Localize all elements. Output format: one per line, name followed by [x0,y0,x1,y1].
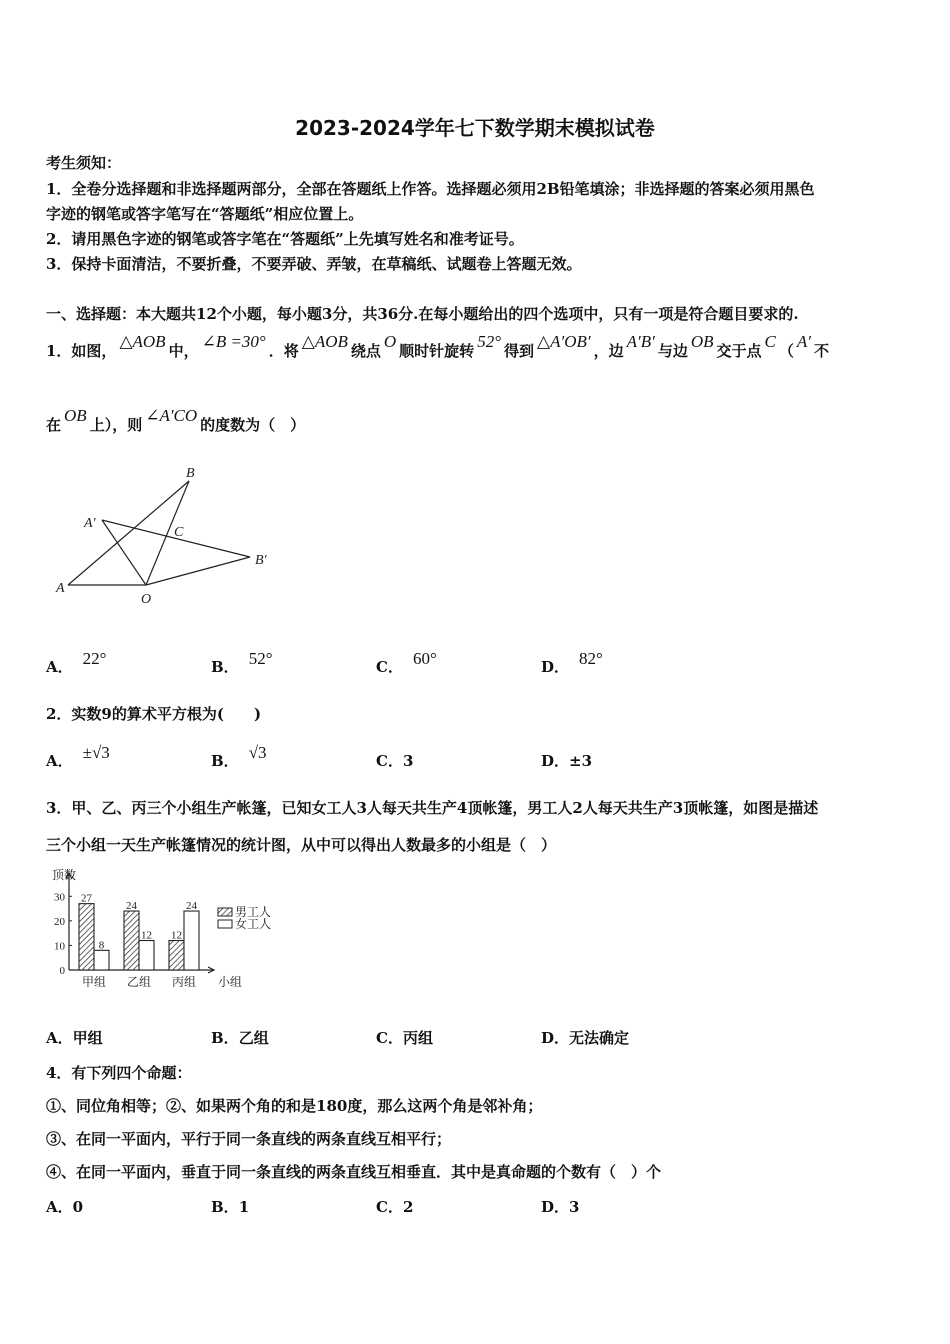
chart-y-tick-label: 20 [54,915,65,928]
chart-y-tick-label: 0 [59,965,65,977]
option-value: 82° [579,649,603,668]
page-title: 2023-2024学年七下数学期末模拟试卷 [295,116,655,140]
option-letter: B． [211,658,239,676]
notice-item-1: 1．全卷分选择题和非选择题两部分，全部在答题纸上作答。选择题必须用2B铅笔填涂；非选择题的答案必须用黑色 [46,180,815,198]
q1-math: C [764,332,776,351]
q1-math: △AOB [119,332,166,351]
q1-text: 中， [168,342,199,360]
chart-category-label: 乙组 [126,975,152,989]
question-4-item-2: ③、在同一平面内，平行于同一条直线的两条直线互相平行； [46,1130,452,1148]
q1-text: 上），则 [89,416,143,434]
q1-math: △A′OB′ [537,332,591,351]
q1-math: OB [64,406,87,425]
option-value: √3 [248,743,267,762]
q1-text: ．将 [268,342,299,360]
option-letter: C． [376,658,403,676]
legend-label: 女工人 [235,917,272,931]
q3-option-a[interactable] [46,1027,103,1048]
q1-text: （ [778,342,794,360]
option-letter: B． [211,752,239,770]
option-letter: D． [541,1029,570,1047]
label-a-prime: A′ [84,516,96,531]
chart-bar-female [94,950,109,970]
q1-option-a[interactable] [46,649,107,677]
notice-heading: 考生须知： [46,154,122,172]
chart-bar-male [124,911,139,970]
label-o: O [141,592,152,607]
q1-math: 52° [477,332,501,351]
legend-label: 男工人 [235,905,272,919]
chart-data-label: 8 [98,939,105,952]
label-c: C [174,525,184,540]
option-value: 1 [238,1198,250,1216]
label-b-prime: B′ [255,553,267,568]
chart-y-tick-label: 30 [54,891,65,904]
option-value: ±√3 [82,743,110,762]
q1-math: ∠A′CO [145,406,198,425]
chart-x-label: 小组 [218,975,243,989]
option-value: 无法确定 [569,1029,630,1047]
q1-option-c[interactable] [376,649,437,677]
chart-data-label: 12 [171,929,182,942]
option-value: 丙组 [402,1029,433,1047]
q1-math: A′ [796,332,811,351]
question-2: 2．实数9的算术平方根为( ) [46,705,262,723]
chart-bar-female [139,941,154,970]
q1-text: ，边 [593,342,624,360]
question-1-figure [50,460,290,610]
question-3-bar-chart [44,866,294,996]
q1-option-b[interactable] [211,649,273,677]
q1-text: 不 [813,342,829,360]
q1-text: 交于点 [716,342,762,360]
section-heading: 一、选择题：本大题共12个小题，每小题3分，共36分.在每小题给出的四个选项中，只有一项是符合题目要求的. [46,305,799,323]
chart-bar-male [79,904,94,970]
option-letter: C． [376,1198,403,1216]
option-value: 22° [82,649,107,668]
q1-math: △AOB [301,332,348,351]
option-value: ±3 [569,752,593,770]
notice-item-1-cont: 字迹的钢笔或答字笔写在“答题纸”相应位置上。 [46,205,364,223]
option-letter: A． [46,1029,73,1047]
q1-text: 在 [46,416,62,434]
chart-data-label: 12 [141,929,152,942]
option-value: 3 [402,752,414,770]
q4-option-c[interactable] [376,1196,413,1217]
option-value: 乙组 [238,1029,269,1047]
question-3-line-2: 三个小组一天生产帐篷情况的统计图，从中可以得出人数最多的小组是（ ） [46,836,557,854]
chart-category-label: 甲组 [81,975,107,989]
q3-option-d[interactable] [541,1027,629,1048]
option-letter: A． [46,658,73,676]
notice-item-2: 2．请用黑色字迹的钢笔或答字笔在“答题纸”上先填写姓名和准考证号。 [46,230,524,248]
option-value: 3 [569,1198,580,1216]
q1-math: OB [690,332,714,351]
chart-y-tick-label: 10 [54,940,65,953]
q1-text: 1．如图， [46,342,117,360]
notice-item-3: 3．保持卡面清洁，不要折叠，不要弄破、弄皱，在草稿纸、试题卷上答题无效。 [46,255,582,273]
q1-math: A′B′ [626,332,655,351]
option-letter: A． [46,752,73,770]
question-1-line-2 [46,406,306,435]
option-value: 甲组 [72,1029,103,1047]
option-letter: D． [541,1198,570,1216]
q1-text: 得到 [504,342,535,360]
q1-text: 顺时针旋转 [399,342,475,360]
segment-ob-prime [146,557,250,585]
option-value: 60° [412,649,437,668]
option-letter: A． [46,1198,73,1216]
option-letter: B． [211,1029,239,1047]
q4-option-b[interactable] [211,1196,249,1217]
chart-bar-male [169,941,184,970]
option-letter: C． [376,1029,403,1047]
q1-math: ∠B =30° [201,332,266,351]
q2-option-a[interactable] [46,743,110,771]
legend-swatch [218,908,232,916]
question-4-item-3: ④、在同一平面内，垂直于同一条直线的两条直线互相垂直．其中是真命题的个数有（ ）个 [46,1163,662,1181]
q2-option-b[interactable] [211,743,267,771]
q1-text: 与边 [657,342,688,360]
option-value: 2 [402,1198,414,1216]
label-b: B [186,466,195,481]
option-value: 0 [72,1198,84,1216]
question-3-line-1: 3．甲、乙、丙三个小组生产帐篷，已知女工人3人每天共生产4顶帐篷，男工人2人每天共生产3顶帐篷，如图是描述 [46,799,819,817]
question-4-heading: 4．有下列四个命题： [46,1064,192,1082]
option-value: 52° [248,649,273,668]
chart-bar-female [184,911,199,970]
q1-text: 的度数为（ ） [200,416,306,434]
q3-option-c[interactable] [376,1027,433,1048]
q3-option-b[interactable] [211,1027,269,1048]
q2-option-d[interactable] [541,750,592,771]
q2-option-c[interactable] [376,750,413,771]
chart-category-label: 丙组 [171,975,197,989]
chart-data-label: 24 [186,900,197,913]
question-4-item-1: ①、同位角相等；②、如果两个角的和是180度，那么这两个角是邻补角； [46,1097,543,1115]
option-letter: D． [541,658,570,676]
q1-option-d[interactable] [541,649,603,677]
chart-data-label: 27 [81,892,92,905]
q1-text: 绕点 [350,342,381,360]
legend-swatch [218,920,232,928]
label-a: A [56,581,65,596]
q1-math: O [383,332,397,351]
chart-data-label: 24 [126,900,137,913]
segment-ab [68,481,189,585]
q4-option-d[interactable] [541,1196,579,1217]
q4-option-a[interactable] [46,1196,83,1217]
option-letter: C． [376,752,403,770]
option-letter: B． [211,1198,239,1216]
chart-y-label: 顶数 [52,868,77,882]
question-1-line-1 [46,332,829,361]
option-letter: D． [541,752,570,770]
